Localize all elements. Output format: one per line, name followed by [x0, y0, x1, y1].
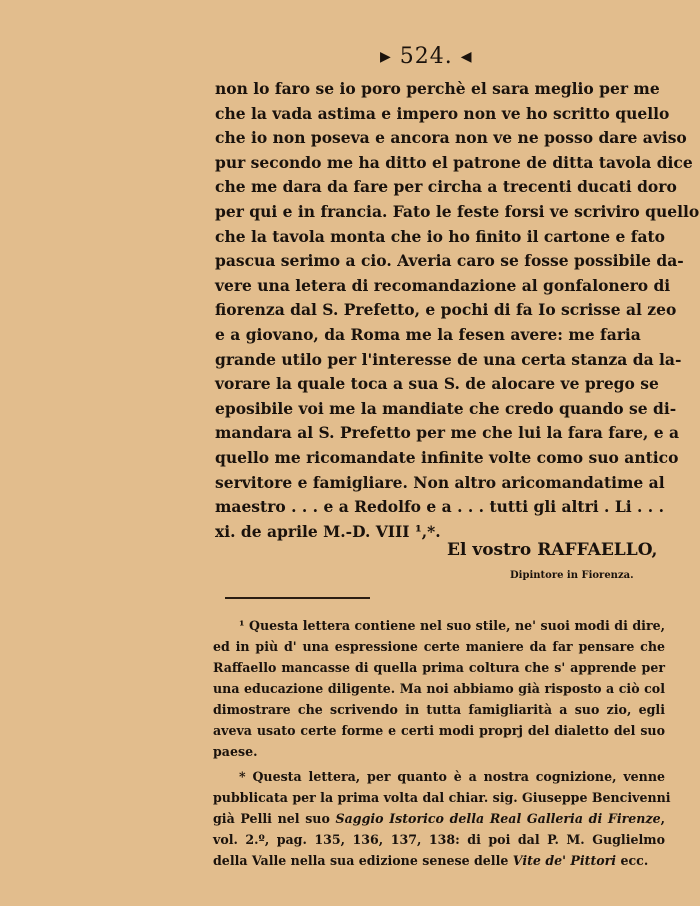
footnote-text: ¹ Questa lettera contiene nel suo stile, ne' suoi modi di dire, — [239, 618, 665, 633]
footnote-line — [213, 678, 665, 699]
body-line: pur secondo me ha ditto el patrone de ditta tavola dice — [215, 152, 693, 172]
footnote-line — [213, 699, 665, 720]
body-line: pascua serimo a cio. Averia caro se fosse possibile da- — [215, 251, 684, 271]
body-line: vere una letera di recomandazione al gonfalonero di — [215, 275, 671, 295]
footnote-line — [213, 636, 665, 657]
footnote-text: * Questa lettera, per quanto è a nostra cognizione, venne — [239, 769, 665, 784]
body-line: vorare la quale toca a sua S. de alocare ve prego se — [215, 374, 659, 394]
footnote-text: aveva usato certe forme e certi modi proprj del dialetto del suo — [213, 723, 665, 738]
footnote-italic-title: Saggio Istorico della Real Galleria di Firenze — [335, 811, 661, 826]
footnote-text: ed in più d' una espressione certe maniere da far pensare che — [213, 639, 665, 654]
body-line: mandara al S. Prefetto per me che lui la fara fare, e a — [215, 423, 680, 443]
footnote-italic-title: Vite de' Pittori — [512, 853, 617, 868]
body-line: grande utilo per l'interesse de una certa stanza da la- — [215, 349, 682, 369]
footnote-line — [213, 657, 665, 678]
footnote-text: , — [660, 811, 665, 826]
footnote-line — [213, 850, 665, 871]
footnote-text: vol. 2.º, pag. 135, 136, 137, 138: di poi dal P. M. Guglielmo — [213, 832, 665, 847]
body-line: servitore e famigliare. Non altro aricomandatime al — [215, 472, 665, 492]
body-line: eposibile voi me la mandiate che credo quando se di- — [215, 398, 677, 418]
body-line: per qui e in francia. Fato le feste forsi ve scriviro quello — [215, 201, 700, 221]
body-line: quello me ricomandate infinite volte como suo antico — [215, 447, 679, 467]
body-line: maestro . . . e a Redolfo e a . . . tutti gli altri . Li . . . — [215, 497, 664, 517]
footnote-text: della Valle nella sua edizione senese delle — [213, 853, 513, 868]
footnote-line — [213, 615, 665, 636]
footnote-text: paese. — [213, 744, 258, 759]
page-number — [380, 44, 473, 69]
footnotes — [213, 615, 671, 871]
footnote-line — [213, 829, 665, 850]
footnote-line — [213, 720, 665, 741]
footnote-line — [213, 808, 665, 829]
footnote-line — [213, 741, 665, 762]
body-line: non lo faro se io poro perchè el sara meglio per me — [215, 79, 660, 98]
footnote-line — [213, 766, 665, 787]
body-line: xi. de aprile M.-D. VIII ¹,*. — [215, 521, 441, 541]
body-line: che me dara da fare per circha a trecenti ducati doro — [215, 177, 677, 197]
page-number-text: 524. — [399, 44, 453, 69]
footnote-text: Raffaello mancasse di quella prima coltura che s' apprende per — [213, 660, 665, 675]
footnote-text: già Pelli nel suo — [213, 811, 336, 826]
footnote-text: una educazione diligente. Ma noi abbiamo già risposto a ciò col — [213, 681, 665, 696]
body-line: che la tavola monta che io ho finito il cartone e fato — [215, 226, 665, 246]
signature: El vostro RAFFAELLO, — [447, 540, 658, 560]
body-line: e a giovano, da Roma me la fesen avere: me faria — [215, 324, 641, 344]
ornament-right-icon: ◀ — [460, 49, 473, 65]
footnote-text: dimostrare che scrivendo in tutta famigliarità a suo zio, egli — [213, 702, 665, 717]
body-line: che la vada astima e impero non ve ho scritto quello — [215, 103, 670, 123]
ornament-left-icon: ▶ — [380, 49, 392, 65]
footnote-line — [213, 787, 671, 808]
footnote-text: ecc. — [616, 853, 649, 868]
letter-body — [215, 77, 700, 544]
body-line: che io non poseva e ancora non ve ne posso dare aviso — [215, 128, 687, 148]
signature-subtitle: Dipintore in Fiorenza. — [510, 570, 634, 581]
footnote-separator — [225, 597, 370, 599]
footnote-text: pubblicata per la prima volta dal chiar. sig. Giuseppe Bencivenni — [213, 790, 671, 805]
body-line: fiorenza dal S. Prefetto, e pochi di fa Io scrisse al zeo — [215, 300, 677, 320]
